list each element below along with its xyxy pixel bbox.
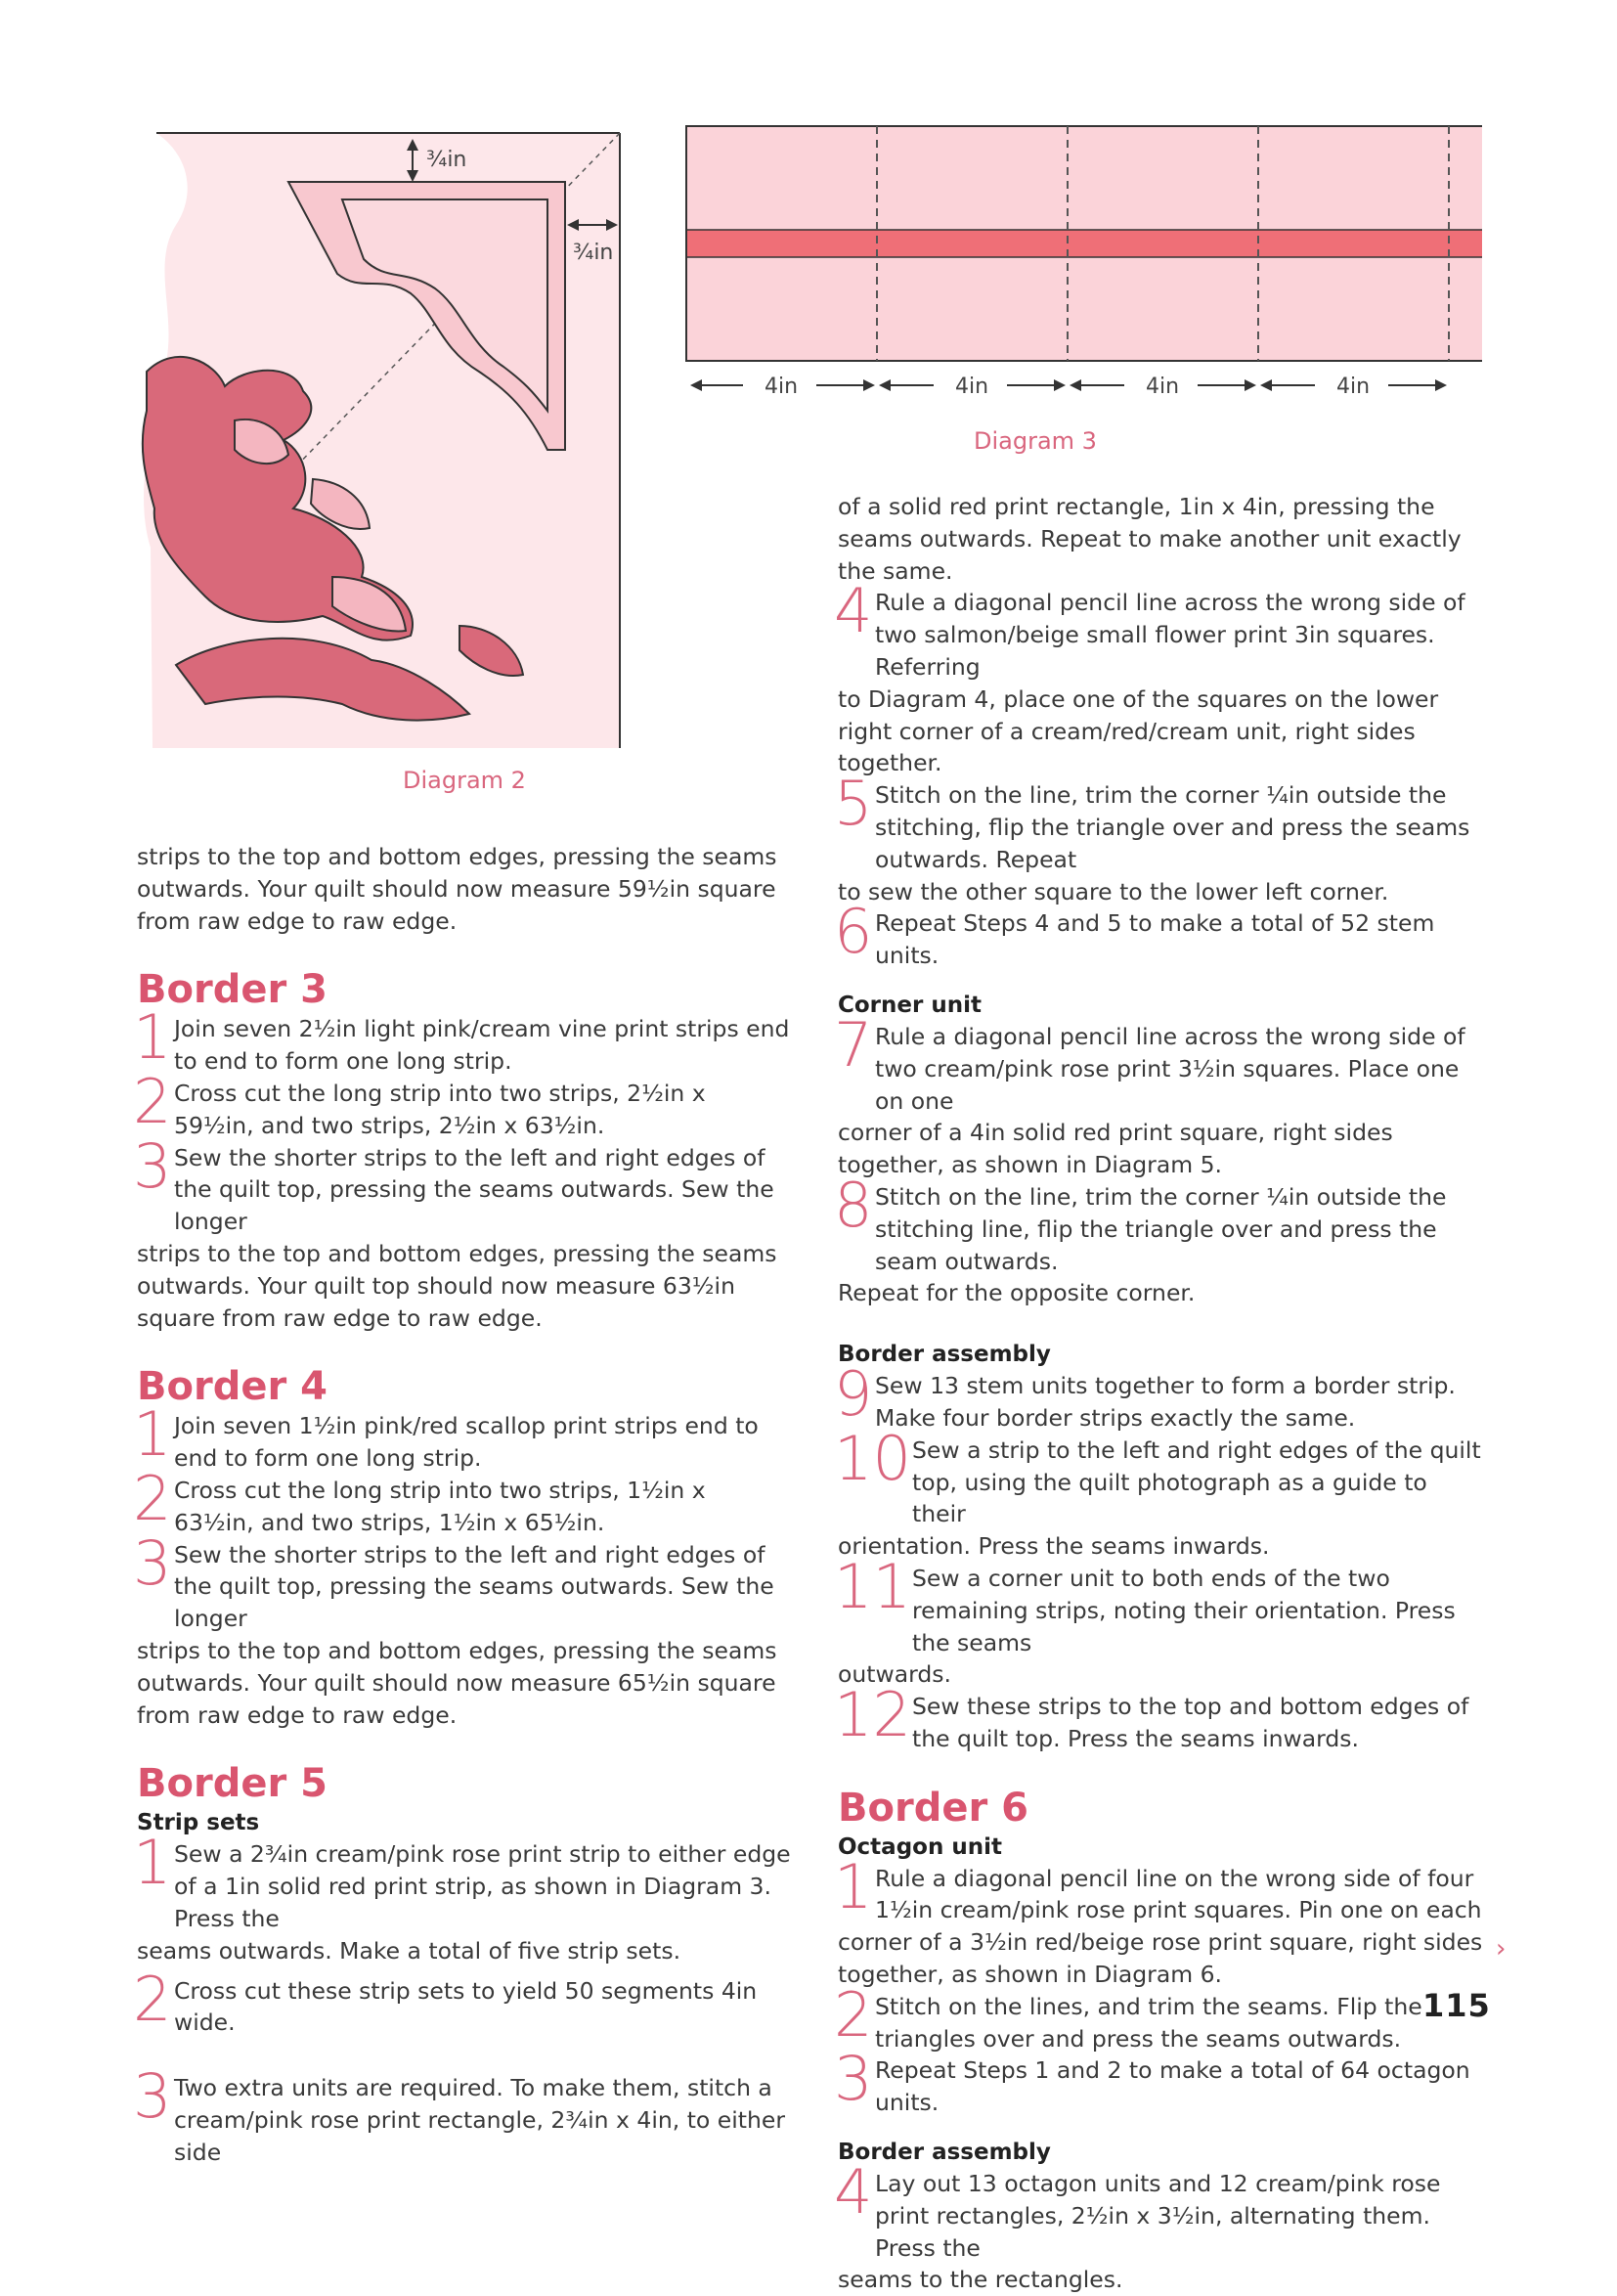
left-column — [133, 841, 792, 2169]
border6-assembly-step: 4 Lay out 13 octagon units and 12 cream/pink rose print rectangles, 2½in x 3½in, alternating them. Press the seams to the rectangles. — [834, 2156, 1441, 2294]
corner-unit-subhead: Corner unit — [838, 992, 982, 1018]
right-column — [834, 491, 1483, 2296]
assembly-step: 10 Sew a strip to the left and right edges of the quilt top, using the quilt photograph as a guide to their orientation. Press the seams inwards. — [834, 1422, 1481, 1561]
left-intro: strips to the top and bottom edges, pressing the seams outwards. Your quilt should now measure 59½in square from raw edge to raw edge. — [137, 843, 777, 935]
border5-step: 1 Sew a 2¾in cream/pink rose print strip to either edge of a 1in solid red print strip, as shown in Diagram 3. Press the seams outwards. Make a total of five strip sets. — [133, 1827, 791, 1965]
border4-step: 3 Sew the shorter strips to the left and right edges of the quilt top, pressing the seams outwards. Sew the longer strips to the top and bottom edges, pressing the seams outwards. Your quilt should now measure 65½in square from raw edge to raw edge. — [133, 1526, 777, 1729]
diagram2-dim-right: ¾in — [573, 241, 614, 265]
border3-step: 1 Join seven 2½in light pink/cream vine print strips end to end to form one long strip. — [133, 1001, 790, 1076]
border4-heading: Border 4 — [137, 1364, 328, 1410]
diagram2-caption: Diagram 2 — [403, 767, 526, 794]
border6-heading: Border 6 — [838, 1785, 1028, 1831]
diagram-3 — [684, 122, 1486, 406]
border5-step: 2 Cross cut these strip sets to yield 50 segments 4in wide. — [133, 1963, 758, 2037]
corner-step: 8 Stitch on the line, trim the corner ¼in outside the stitching line, flip the triangle over and press the seam outwards. Repeat for the opposite corner. — [834, 1169, 1447, 1307]
assembly-step: 9 Sew 13 stem units together to form a border strip. Make four border strips exactly the same. — [834, 1358, 1456, 1432]
border5-heading: Border 5 — [137, 1761, 328, 1807]
stem-step: 5 Stitch on the line, trim the corner ¼in outside the stitching, flip the triangle over and press the seams outwards. Repeat to sew the other square to the lower left corner. — [834, 768, 1470, 905]
border-assembly-subhead: Border assembly — [838, 1342, 1051, 1368]
border3-step: 2 Cross cut the long strip into two strips, 2½in x 59½in, and two strips, 2½in x 63½in. — [133, 1065, 706, 1139]
octagon-step: 3 Repeat Steps 1 and 2 to make a total of 64 octagon units. — [834, 2043, 1470, 2117]
diagram2-dim-top: ¾in — [426, 148, 467, 172]
diagram-2 — [137, 117, 645, 763]
border3-heading: Border 3 — [137, 967, 328, 1013]
diagram3-segment-label: 4in — [1336, 375, 1371, 399]
stem-step: 4 Rule a diagonal pencil line across the wrong side of two salmon/beige small flower print 3in squares. Referring to Diagram 4, place one of the squares on the lower right corner of a cream/red/cream unit, right sides together. — [834, 575, 1465, 777]
diagram3-segment-label: 4in — [765, 375, 799, 399]
corner-step: 7 Rule a diagonal pencil line across the wrong side of two cream/pink rose print 3½in squares. Place one on one corner of a 4in solid red print square, right sides together, as shown in Diagram 5. — [834, 1008, 1465, 1179]
octagon-unit-subhead: Octagon unit — [838, 1833, 1002, 1860]
octagon-step: 1 Rule a diagonal pencil line on the wrong side of four 1½in cream/pink rose print squares. Pin one on each corner of a 3½in red/beige rose print square, right sides together, as shown in Diagram 6. — [834, 1850, 1483, 1989]
diagram3-segment-label: 4in — [955, 375, 989, 399]
assembly-step: 11 Sew a corner unit to both ends of the two remaining strips, noting their orientation. Press the seams outwards. — [834, 1550, 1456, 1689]
border4-step: 1 Join seven 1½in pink/red scallop print strips end to end to form one long strip. — [133, 1398, 759, 1473]
strip-sets-subhead: Strip sets — [137, 1810, 260, 1836]
right-intro: of a solid red print rectangle, 1in x 4in, pressing the seams outwards. Repeat to make another unit exactly the same. — [838, 493, 1462, 585]
page-number: 115 — [1422, 1987, 1491, 2024]
border3-step: 3 Sew the shorter strips to the left and right edges of the quilt top, pressing the seams outwards. Sew the longer strips to the top and bottom edges, pressing the seams outwards. Your quilt top should now measure 63½in square from raw edge to raw edge. — [133, 1129, 777, 1332]
diagram3-caption: Diagram 3 — [974, 427, 1097, 455]
octagon-step: 2 Stitch on the lines, and trim the seams. Flip the triangles over and press the seams outwards. — [834, 1978, 1422, 2053]
stem-step: 6 Repeat Steps 4 and 5 to make a total of 52 stem units. — [834, 896, 1435, 970]
diagram3-segment-label: 4in — [1146, 375, 1180, 399]
border5-step: 3 Two extra units are required. To make them, stitch a cream/pink rose print rectangle, 2¾in x 4in, to either side — [133, 2060, 785, 2166]
assembly-step: 12 Sew these strips to the top and bottom edges of the quilt top. Press the seams inwards. — [834, 1679, 1469, 1752]
next-page-arrow-icon[interactable]: › — [1496, 1934, 1507, 1964]
border4-step: 2 Cross cut the long strip into two strips, 1½in x 63½in, and two strips, 1½in x 65½in. — [133, 1462, 706, 1536]
border6-assembly-subhead: Border assembly — [838, 2140, 1051, 2166]
